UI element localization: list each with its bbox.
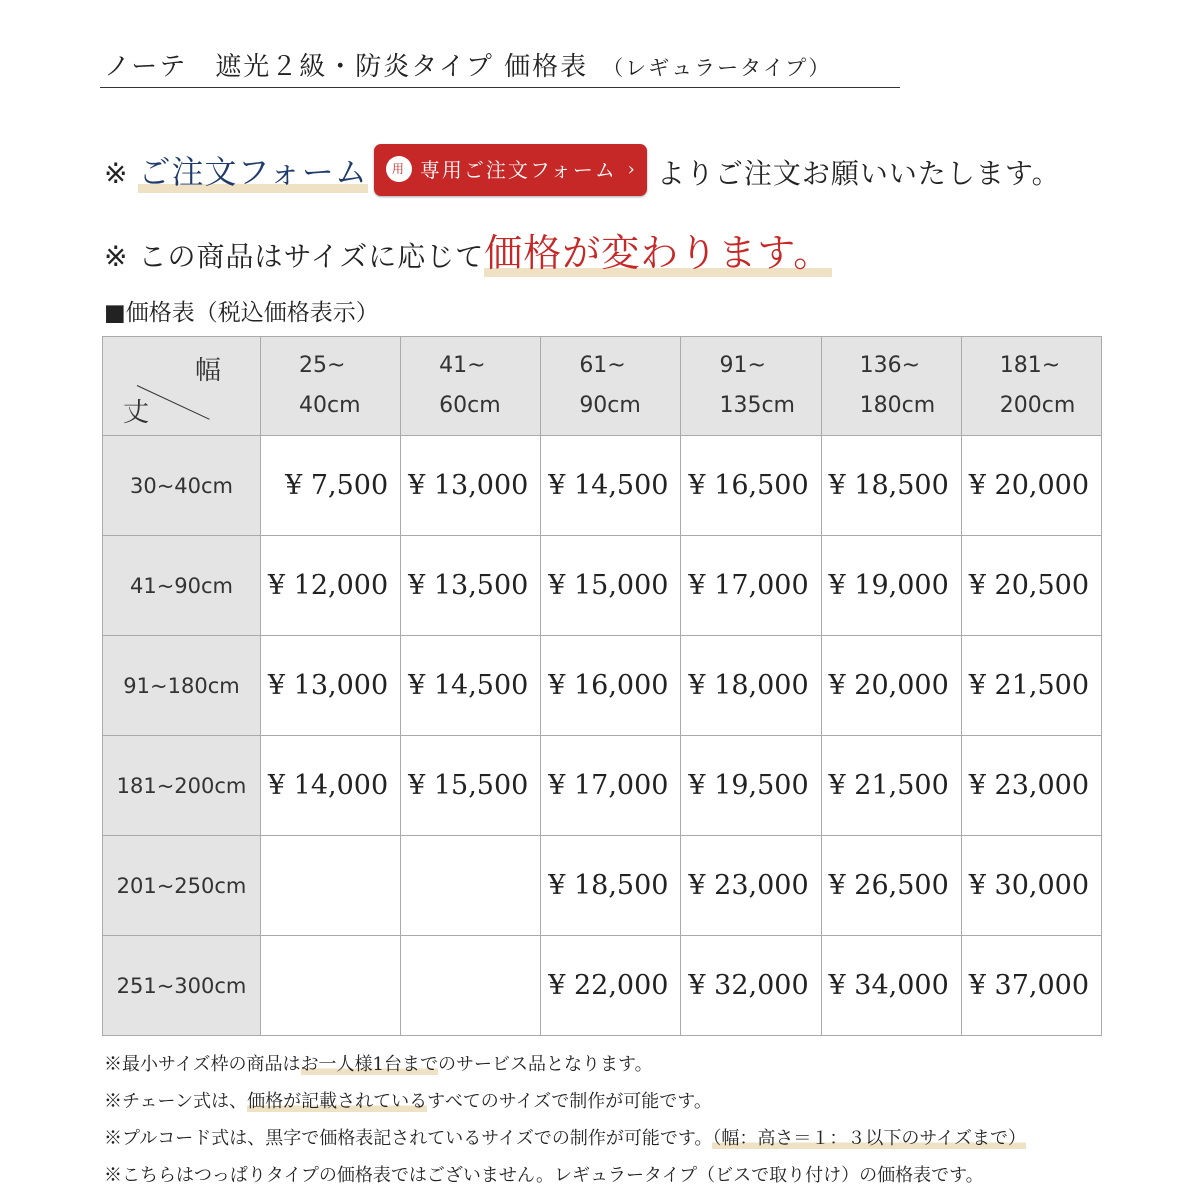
price-cell: ¥ 20,000	[961, 436, 1101, 536]
table-caption: ■価格表（税込価格表示）	[104, 300, 379, 326]
price-notice-text: この商品はサイズに応じて	[138, 240, 485, 273]
price-cell: ¥ 20,500	[961, 536, 1101, 636]
price-cell: ¥ 14,500	[541, 436, 681, 536]
price-table	[102, 336, 1102, 1036]
price-cell: ¥ 18,500	[541, 836, 681, 936]
price-cell	[261, 936, 401, 1036]
price-cell: ¥ 16,500	[681, 436, 821, 536]
price-cell: ¥ 13,000	[261, 636, 401, 736]
notes	[104, 1046, 1026, 1194]
col-header: 25~ 40cm	[261, 337, 401, 436]
order-notice	[104, 147, 1061, 202]
table-row	[103, 536, 1102, 636]
table-row	[103, 736, 1102, 836]
price-cell: ¥ 23,000	[681, 836, 821, 936]
price-cell: ¥ 19,000	[821, 536, 961, 636]
page-title	[104, 46, 900, 83]
price-cell: ¥ 23,000	[961, 736, 1101, 836]
price-cell: ¥ 16,000	[541, 636, 681, 736]
col-header: 136~ 180cm	[821, 337, 961, 436]
price-cell: ¥ 13,000	[401, 436, 541, 536]
price-cell: ¥ 32,000	[681, 936, 821, 1036]
price-cell	[401, 936, 541, 1036]
price-cell: ¥ 34,000	[821, 936, 961, 1036]
price-body	[103, 436, 1102, 1036]
chevron-right-icon: ›	[627, 158, 637, 180]
price-cell: ¥ 26,500	[821, 836, 961, 936]
price-cell: ¥ 37,000	[961, 936, 1101, 1036]
row-header: 91~180cm	[103, 636, 261, 736]
table-row	[103, 436, 1102, 536]
note-line: ※最小サイズ枠の商品はお一人様1台までのサービス品となります。	[104, 1054, 653, 1075]
row-header: 201~250cm	[103, 836, 261, 936]
row-header: 41~90cm	[103, 536, 261, 636]
notice-mark: ※	[104, 157, 129, 190]
col-header: 41~ 60cm	[401, 337, 541, 436]
price-change-emphasis: 価格が変わります。	[484, 231, 833, 275]
price-cell: ¥ 17,000	[681, 536, 821, 636]
price-cell: ¥ 21,500	[961, 636, 1101, 736]
order-form-button-label: 専用ご注文フォーム	[419, 157, 617, 182]
price-cell: ¥ 7,500	[261, 436, 401, 536]
title-main: ノーテ 遮光２級・防炎タイプ 価格表	[104, 52, 589, 82]
title-underline	[100, 87, 900, 88]
corner-height-label: 丈	[123, 398, 150, 428]
price-cell: ¥ 14,500	[401, 636, 541, 736]
price-cell: ¥ 18,000	[681, 636, 821, 736]
price-cell: ¥ 21,500	[821, 736, 961, 836]
corner-width-label: 幅	[195, 356, 222, 386]
col-header: 181~ 200cm	[961, 337, 1101, 436]
note-line: ※こちらはつっぱりタイプの価格表ではございません。レギュラータイプ（ビスで取り付け）の価格表です。	[104, 1165, 984, 1186]
price-cell: ¥ 20,000	[821, 636, 961, 736]
order-form-icon: 用	[386, 156, 412, 182]
price-cell: ¥ 17,000	[541, 736, 681, 836]
price-cell: ¥ 19,500	[681, 736, 821, 836]
price-cell: ¥ 15,000	[541, 536, 681, 636]
note-line: ※プルコード式は、黒字で価格表記されているサイズでの制作が可能です。（幅：高さ＝１：３以下のサイズまで）	[104, 1128, 1026, 1149]
price-cell: ¥ 18,500	[821, 436, 961, 536]
row-header: 251~300cm	[103, 936, 261, 1036]
row-header: 181~200cm	[103, 736, 261, 836]
table-row	[103, 936, 1102, 1036]
price-cell: ¥ 12,000	[261, 536, 401, 636]
price-cell	[261, 836, 401, 936]
row-header: 30~40cm	[103, 436, 261, 536]
col-header: 61~ 90cm	[541, 337, 681, 436]
notice-mark: ※	[104, 240, 129, 273]
order-form-link[interactable]: ご注文フォーム	[138, 153, 368, 191]
price-notice	[104, 222, 832, 277]
price-cell: ¥ 15,500	[401, 736, 541, 836]
header-row	[103, 337, 1102, 436]
table-row	[103, 836, 1102, 936]
order-form-button[interactable]	[374, 144, 647, 196]
table-row	[103, 636, 1102, 736]
price-cell: ¥ 30,000	[961, 836, 1101, 936]
price-cell: ¥ 22,000	[541, 936, 681, 1036]
note-line: ※チェーン式は、価格が記載されているすべてのサイズで制作が可能です。	[104, 1091, 712, 1112]
price-cell: ¥ 14,000	[261, 736, 401, 836]
price-cell	[401, 836, 541, 936]
corner-cell	[103, 337, 261, 436]
order-notice-tail: よりご注文お願いいたします。	[656, 157, 1061, 190]
col-header: 91~ 135cm	[681, 337, 821, 436]
price-cell: ¥ 13,500	[401, 536, 541, 636]
title-sub: （レギュラータイプ）	[602, 56, 832, 80]
